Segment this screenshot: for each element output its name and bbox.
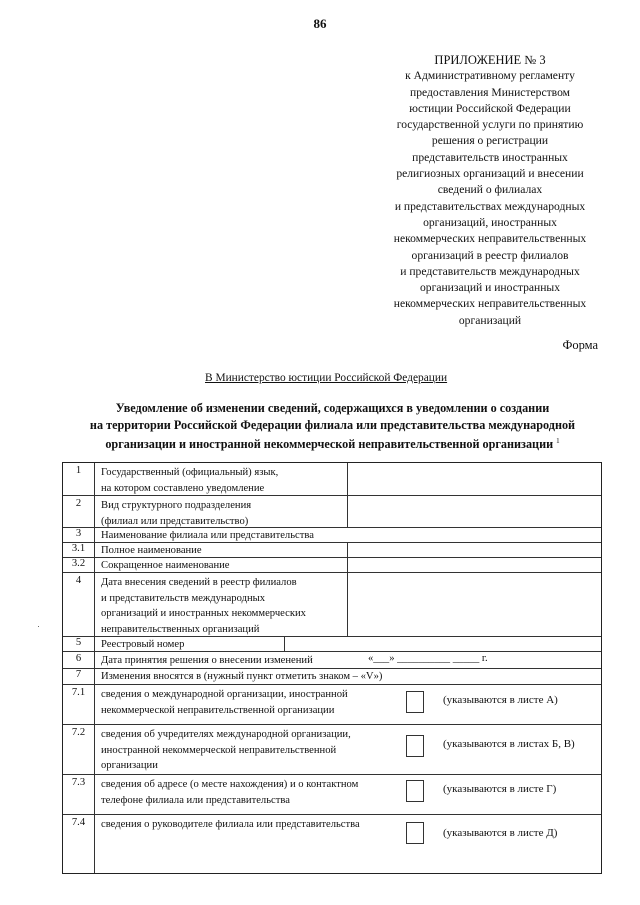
appendix-line: сведений о филиалах xyxy=(437,183,543,197)
row-label xyxy=(101,669,382,685)
row-label-line: Реестровый номер xyxy=(101,639,185,650)
appendix-line: предоставления Министерством xyxy=(410,85,570,99)
title-line: на территории Российской Федерации филиала или представительства международной xyxy=(89,417,576,432)
sheet-note: (указываются в листе Д) xyxy=(443,827,558,839)
row-number: 7.4 xyxy=(63,815,95,873)
table-row xyxy=(63,668,601,684)
row-label-line: Государственный (официальный) язык, xyxy=(101,467,279,478)
row-label-line: Дата внесения сведений в реестр филиалов xyxy=(101,577,297,588)
row-label-line: Изменения вносятся в (нужный пункт отметить знаком – «V») xyxy=(101,671,383,682)
registry-date-field[interactable] xyxy=(348,573,601,636)
row-label-line: (филиал или представительство) xyxy=(101,515,249,527)
appendix-line: организаций и иностранных xyxy=(419,281,561,295)
page-number: 86 xyxy=(313,16,327,31)
row-number: 7.2 xyxy=(63,725,95,774)
row-label-line: Вид структурного подразделения xyxy=(101,500,252,511)
row-number: 7.3 xyxy=(63,775,95,814)
table-row xyxy=(63,636,601,651)
form-label: Форма xyxy=(562,338,598,352)
row-number: 3.1 xyxy=(63,543,95,557)
sheet-note: (указываются в листе Г) xyxy=(443,783,557,795)
table-row xyxy=(63,814,601,873)
table-row xyxy=(63,724,601,774)
row-number: 5 xyxy=(63,637,95,651)
appendix-line: и представительств международных xyxy=(400,264,580,278)
table-row xyxy=(63,495,601,527)
table-row xyxy=(63,527,601,542)
table-row xyxy=(63,542,601,557)
row-label xyxy=(101,817,360,833)
document-title xyxy=(60,400,605,453)
row-number: 7.1 xyxy=(63,685,95,724)
row-label xyxy=(101,727,351,774)
addressee: В Министерство юстиции Российской Федерации xyxy=(205,372,448,384)
appendix-line: организаций xyxy=(458,313,522,327)
scan-speck xyxy=(38,626,39,627)
row-number: 3 xyxy=(63,528,95,542)
row-number: 7 xyxy=(63,669,95,684)
row-label-line: Наименование филиала или представительства xyxy=(101,530,314,541)
row-label-line: иностранной некоммерческой неправительственной xyxy=(101,744,337,756)
appendix-line: к Административному регламенту xyxy=(405,69,575,83)
row-label xyxy=(101,575,306,637)
appendix-header xyxy=(366,52,614,329)
appendix-line: решения о регистрации xyxy=(431,134,549,148)
table-row xyxy=(63,684,601,724)
sheet-note: (указываются в листе А) xyxy=(443,694,558,706)
row-number: 6 xyxy=(63,652,95,668)
table-row xyxy=(63,463,601,495)
appendix-line: некоммерческих неправительственных xyxy=(393,297,587,311)
checkbox-organization-info[interactable] xyxy=(406,691,424,713)
unit-type-field[interactable] xyxy=(348,496,601,527)
row-label-line: сведения об адресе (о месте нахождения) и о контактном xyxy=(101,779,359,790)
row-label-line: Сокращенное наименование xyxy=(101,560,230,571)
sheet-note: (указываются в листах Б, В) xyxy=(443,738,575,750)
row-label xyxy=(101,777,358,808)
table-row xyxy=(63,572,601,636)
appendix-line: организаций в реестр филиалов xyxy=(411,248,569,262)
row-label-line: сведения о руководителе филиала или представительства xyxy=(101,819,360,830)
appendix-line: представительств иностранных xyxy=(412,150,568,164)
row-label xyxy=(101,653,313,669)
row-label-line: и представительств международных xyxy=(101,592,266,604)
table-row xyxy=(63,651,601,668)
row-label xyxy=(101,498,251,529)
short-name-field[interactable] xyxy=(348,558,601,572)
row-label-line: неправительственных организаций xyxy=(101,623,260,635)
appendix-line: юстиции Российской Федерации xyxy=(409,101,571,115)
row-number: 4 xyxy=(63,573,95,636)
notification-table xyxy=(62,462,602,874)
decision-date-field[interactable]: «___» __________ _____ г. xyxy=(368,653,488,664)
table-row xyxy=(63,774,601,814)
row-number: 1 xyxy=(63,463,95,495)
row-label-line: организаций и иностранных некоммерческих xyxy=(101,608,306,619)
row-label-line: сведения об учредителях международной организации, xyxy=(101,729,351,740)
appendix-line: и представительствах международных xyxy=(394,199,586,213)
title-line: организации и иностранной некоммерческой неправительственной организации xyxy=(105,437,554,452)
row-label-line: Дата принятия решения о внесении изменений xyxy=(101,655,313,666)
row-label xyxy=(101,465,278,496)
registry-number-field[interactable] xyxy=(285,637,601,651)
row-label-line: Полное наименование xyxy=(101,545,202,556)
appendix-heading: ПРИЛОЖЕНИЕ № 3 xyxy=(434,53,546,67)
row-number: 3.2 xyxy=(63,558,95,572)
row-label-line: сведения о международной организации, иностранной xyxy=(101,689,348,700)
appendix-line: религиозных организаций и внесении xyxy=(396,167,584,181)
title-line: Уведомление об изменении сведений, содержащихся в уведомлении о создании xyxy=(115,401,550,415)
row-label-line: некоммерческой неправительственной организации xyxy=(101,704,335,716)
row-label-line: организации xyxy=(101,760,158,771)
full-name-field[interactable] xyxy=(348,543,601,557)
language-field[interactable] xyxy=(348,463,601,495)
appendix-line: организаций, иностранных xyxy=(423,215,557,229)
appendix-line: государственной услуги по принятию xyxy=(396,118,584,132)
checkbox-founders-info[interactable] xyxy=(406,735,424,757)
row-label xyxy=(101,687,348,718)
checkbox-head-info[interactable] xyxy=(406,822,424,844)
table-row xyxy=(63,557,601,572)
appendix-line: некоммерческих неправительственных xyxy=(393,232,587,246)
row-number: 2 xyxy=(63,496,95,527)
row-label-line: на котором составлено уведомление xyxy=(101,482,265,494)
checkbox-address-info[interactable] xyxy=(406,780,424,802)
footnote-mark: 1 xyxy=(556,437,560,445)
row-label-line: телефоне филиала или представительства xyxy=(101,794,290,806)
